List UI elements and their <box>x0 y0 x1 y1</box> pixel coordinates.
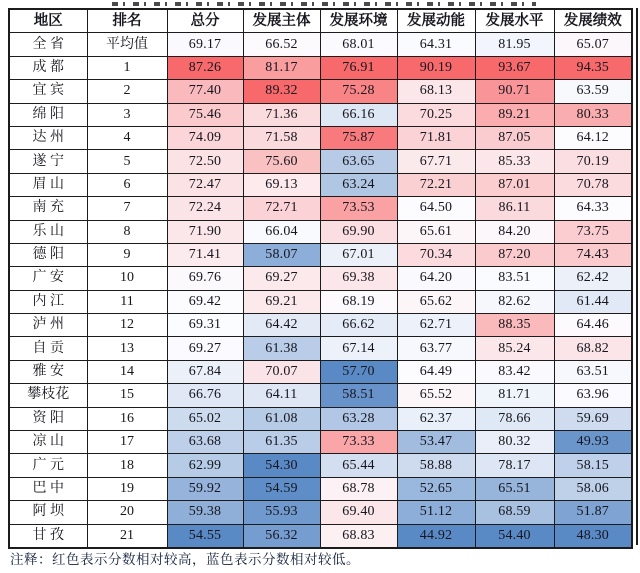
score-cell: 65.44 <box>320 454 397 477</box>
score-cell: 62.71 <box>397 314 475 337</box>
score-cell: 90.19 <box>397 56 475 79</box>
score-cell: 89.32 <box>243 80 320 103</box>
score-cell: 72.50 <box>167 150 243 173</box>
score-cell: 59.92 <box>167 477 243 500</box>
score-cell: 81.95 <box>475 33 554 56</box>
score-cell: 88.35 <box>475 314 554 337</box>
score-cell: 70.78 <box>554 173 632 196</box>
table-row <box>9 360 632 383</box>
rank-cell: 16 <box>87 407 167 430</box>
score-cell: 72.47 <box>167 173 243 196</box>
region-cell: 广 安 <box>9 267 87 290</box>
score-cell: 66.16 <box>320 103 397 126</box>
header-level: 发展水平 <box>475 9 554 33</box>
score-cell: 64.20 <box>397 267 475 290</box>
table-row <box>9 407 632 430</box>
region-cell: 广 元 <box>9 454 87 477</box>
score-cell: 69.31 <box>167 314 243 337</box>
score-cell: 65.61 <box>397 220 475 243</box>
score-cell: 56.32 <box>243 524 320 548</box>
table-row <box>9 150 632 173</box>
region-cell: 德 阳 <box>9 243 87 266</box>
score-cell: 78.66 <box>475 407 554 430</box>
score-cell: 85.24 <box>475 337 554 360</box>
score-cell: 65.62 <box>397 290 475 313</box>
score-cell: 51.87 <box>554 501 632 524</box>
table-row <box>9 477 632 500</box>
score-cell: 70.07 <box>243 360 320 383</box>
score-cell: 81.71 <box>475 384 554 407</box>
score-cell: 69.17 <box>167 33 243 56</box>
score-cell: 67.84 <box>167 360 243 383</box>
score-cell: 69.27 <box>243 267 320 290</box>
table-row <box>9 56 632 79</box>
rank-cell: 21 <box>87 524 167 548</box>
table-row <box>9 431 632 454</box>
region-cell: 乐 山 <box>9 220 87 243</box>
region-cell: 遂 宁 <box>9 150 87 173</box>
table-row <box>9 243 632 266</box>
header-environment: 发展环境 <box>320 9 397 33</box>
region-cell: 南 充 <box>9 197 87 220</box>
rank-cell: 15 <box>87 384 167 407</box>
region-cell: 达 州 <box>9 126 87 149</box>
table-row <box>9 173 632 196</box>
score-cell: 58.51 <box>320 384 397 407</box>
header-subject: 发展主体 <box>243 9 320 33</box>
score-cell: 68.82 <box>554 337 632 360</box>
region-cell: 成 都 <box>9 56 87 79</box>
region-cell: 资 阳 <box>9 407 87 430</box>
score-cell: 51.12 <box>397 501 475 524</box>
score-cell: 69.76 <box>167 267 243 290</box>
score-cell: 74.43 <box>554 243 632 266</box>
score-cell: 68.01 <box>320 33 397 56</box>
score-cell: 64.31 <box>397 33 475 56</box>
rank-cell: 5 <box>87 150 167 173</box>
score-cell: 59.69 <box>554 407 632 430</box>
score-cell: 74.09 <box>167 126 243 149</box>
score-cell: 86.11 <box>475 197 554 220</box>
score-cell: 58.15 <box>554 454 632 477</box>
table-body <box>9 33 632 548</box>
score-cell: 69.38 <box>320 267 397 290</box>
region-cell: 内 江 <box>9 290 87 313</box>
score-cell: 58.06 <box>554 477 632 500</box>
rank-cell: 13 <box>87 337 167 360</box>
score-cell: 62.99 <box>167 454 243 477</box>
region-cell: 眉 山 <box>9 173 87 196</box>
score-cell: 69.27 <box>167 337 243 360</box>
score-cell: 48.30 <box>554 524 632 548</box>
score-cell: 57.70 <box>320 360 397 383</box>
table-row <box>9 454 632 477</box>
rank-cell: 12 <box>87 314 167 337</box>
score-cell: 76.91 <box>320 56 397 79</box>
region-cell: 宜 宾 <box>9 80 87 103</box>
score-cell: 71.81 <box>397 126 475 149</box>
region-cell: 甘 孜 <box>9 524 87 548</box>
header-rank: 排名 <box>87 9 167 33</box>
rank-cell: 8 <box>87 220 167 243</box>
score-cell: 69.21 <box>243 290 320 313</box>
score-cell: 64.12 <box>554 126 632 149</box>
score-cell: 69.42 <box>167 290 243 313</box>
score-cell: 70.19 <box>554 150 632 173</box>
score-cell: 65.51 <box>475 477 554 500</box>
table-row <box>9 290 632 313</box>
region-cell: 雅 安 <box>9 360 87 383</box>
clipped-title-fragment <box>112 2 536 6</box>
header-momentum: 发展动能 <box>397 9 475 33</box>
score-cell: 85.33 <box>475 150 554 173</box>
score-cell: 52.65 <box>397 477 475 500</box>
score-cell: 67.14 <box>320 337 397 360</box>
header-performance: 发展绩效 <box>554 9 632 33</box>
table-row <box>9 197 632 220</box>
table-row <box>9 384 632 407</box>
score-cell: 69.40 <box>320 501 397 524</box>
score-cell: 73.75 <box>554 220 632 243</box>
rank-cell: 1 <box>87 56 167 79</box>
table-row <box>9 337 632 360</box>
footnote: 注释：红色表示分数相对较高，蓝色表示分数相对较低。 <box>10 552 360 567</box>
region-cell: 全 省 <box>9 33 87 56</box>
score-cell: 64.42 <box>243 314 320 337</box>
rank-cell: 3 <box>87 103 167 126</box>
score-cell: 75.28 <box>320 80 397 103</box>
score-cell: 71.58 <box>243 126 320 149</box>
score-cell: 71.41 <box>167 243 243 266</box>
score-cell: 75.87 <box>320 126 397 149</box>
region-cell: 阿 坝 <box>9 501 87 524</box>
score-cell: 94.35 <box>554 56 632 79</box>
score-cell: 72.24 <box>167 197 243 220</box>
score-cell: 63.51 <box>554 360 632 383</box>
table-header <box>9 9 632 33</box>
table-row <box>9 33 632 56</box>
region-cell: 凉 山 <box>9 431 87 454</box>
score-cell: 62.37 <box>397 407 475 430</box>
rank-cell: 10 <box>87 267 167 290</box>
rank-cell: 20 <box>87 501 167 524</box>
score-cell: 53.47 <box>397 431 475 454</box>
score-cell: 87.26 <box>167 56 243 79</box>
score-cell: 70.25 <box>397 103 475 126</box>
score-cell: 68.78 <box>320 477 397 500</box>
score-cell: 72.21 <box>397 173 475 196</box>
rank-cell: 19 <box>87 477 167 500</box>
score-cell: 59.38 <box>167 501 243 524</box>
score-cell: 63.59 <box>554 80 632 103</box>
score-cell: 65.07 <box>554 33 632 56</box>
score-cell: 83.42 <box>475 360 554 383</box>
score-cell: 75.46 <box>167 103 243 126</box>
table-row <box>9 220 632 243</box>
score-cell: 55.93 <box>243 501 320 524</box>
score-cell: 68.19 <box>320 290 397 313</box>
score-cell: 65.52 <box>397 384 475 407</box>
rank-cell: 6 <box>87 173 167 196</box>
score-cell: 63.65 <box>320 150 397 173</box>
score-cell: 64.33 <box>554 197 632 220</box>
table-row <box>9 501 632 524</box>
score-cell: 64.50 <box>397 197 475 220</box>
score-cell: 66.04 <box>243 220 320 243</box>
table-row <box>9 103 632 126</box>
score-cell: 80.32 <box>475 431 554 454</box>
score-cell: 68.59 <box>475 501 554 524</box>
score-cell: 73.53 <box>320 197 397 220</box>
score-cell: 63.96 <box>554 384 632 407</box>
score-cell: 63.28 <box>320 407 397 430</box>
table-row <box>9 267 632 290</box>
score-cell: 63.77 <box>397 337 475 360</box>
score-cell: 71.90 <box>167 220 243 243</box>
score-cell: 81.17 <box>243 56 320 79</box>
score-cell: 80.33 <box>554 103 632 126</box>
rank-cell: 18 <box>87 454 167 477</box>
table-row <box>9 524 632 548</box>
rank-cell: 7 <box>87 197 167 220</box>
score-cell: 66.52 <box>243 33 320 56</box>
score-cell: 54.59 <box>243 477 320 500</box>
score-cell: 63.24 <box>320 173 397 196</box>
score-cell: 67.01 <box>320 243 397 266</box>
score-cell: 61.35 <box>243 431 320 454</box>
score-cell: 69.13 <box>243 173 320 196</box>
region-cell: 绵 阳 <box>9 103 87 126</box>
header-row <box>9 9 632 33</box>
table-row <box>9 314 632 337</box>
score-cell: 68.13 <box>397 80 475 103</box>
score-cell: 78.17 <box>475 454 554 477</box>
rank-cell: 11 <box>87 290 167 313</box>
score-cell: 66.76 <box>167 384 243 407</box>
region-cell: 自 贡 <box>9 337 87 360</box>
rank-cell: 4 <box>87 126 167 149</box>
score-cell: 68.83 <box>320 524 397 548</box>
rank-cell: 2 <box>87 80 167 103</box>
score-cell: 61.08 <box>243 407 320 430</box>
score-cell: 44.92 <box>397 524 475 548</box>
score-cell: 77.40 <box>167 80 243 103</box>
score-cell: 89.21 <box>475 103 554 126</box>
score-cell: 82.62 <box>475 290 554 313</box>
score-cell: 58.88 <box>397 454 475 477</box>
region-cell: 巴 中 <box>9 477 87 500</box>
score-cell: 64.49 <box>397 360 475 383</box>
score-cell: 61.44 <box>554 290 632 313</box>
header-region: 地区 <box>9 9 87 33</box>
score-cell: 54.40 <box>475 524 554 548</box>
rank-cell: 14 <box>87 360 167 383</box>
table-row <box>9 126 632 149</box>
score-cell: 71.36 <box>243 103 320 126</box>
score-cell: 87.05 <box>475 126 554 149</box>
score-cell: 87.01 <box>475 173 554 196</box>
score-cell: 63.68 <box>167 431 243 454</box>
table-row <box>9 80 632 103</box>
score-cell: 93.67 <box>475 56 554 79</box>
region-cell: 攀枝花 <box>9 384 87 407</box>
header-total: 总分 <box>167 9 243 33</box>
rank-cell: 9 <box>87 243 167 266</box>
score-cell: 54.30 <box>243 454 320 477</box>
score-cell: 54.55 <box>167 524 243 548</box>
score-cell: 58.07 <box>243 243 320 266</box>
score-cell: 87.20 <box>475 243 554 266</box>
score-cell: 64.46 <box>554 314 632 337</box>
score-cell: 67.71 <box>397 150 475 173</box>
rank-cell: 平均值 <box>87 33 167 56</box>
score-cell: 62.42 <box>554 267 632 290</box>
score-cell: 73.33 <box>320 431 397 454</box>
score-cell: 61.38 <box>243 337 320 360</box>
score-cell: 72.71 <box>243 197 320 220</box>
score-cell: 75.60 <box>243 150 320 173</box>
score-cell: 64.11 <box>243 384 320 407</box>
score-cell: 83.51 <box>475 267 554 290</box>
score-cell: 65.02 <box>167 407 243 430</box>
heatmap-table <box>8 8 633 549</box>
rank-cell: 17 <box>87 431 167 454</box>
table-outer-edge-line <box>636 8 638 545</box>
score-cell: 90.71 <box>475 80 554 103</box>
score-cell: 49.93 <box>554 431 632 454</box>
score-cell: 70.34 <box>397 243 475 266</box>
score-cell: 66.62 <box>320 314 397 337</box>
score-cell: 84.20 <box>475 220 554 243</box>
region-cell: 泸 州 <box>9 314 87 337</box>
score-cell: 69.90 <box>320 220 397 243</box>
